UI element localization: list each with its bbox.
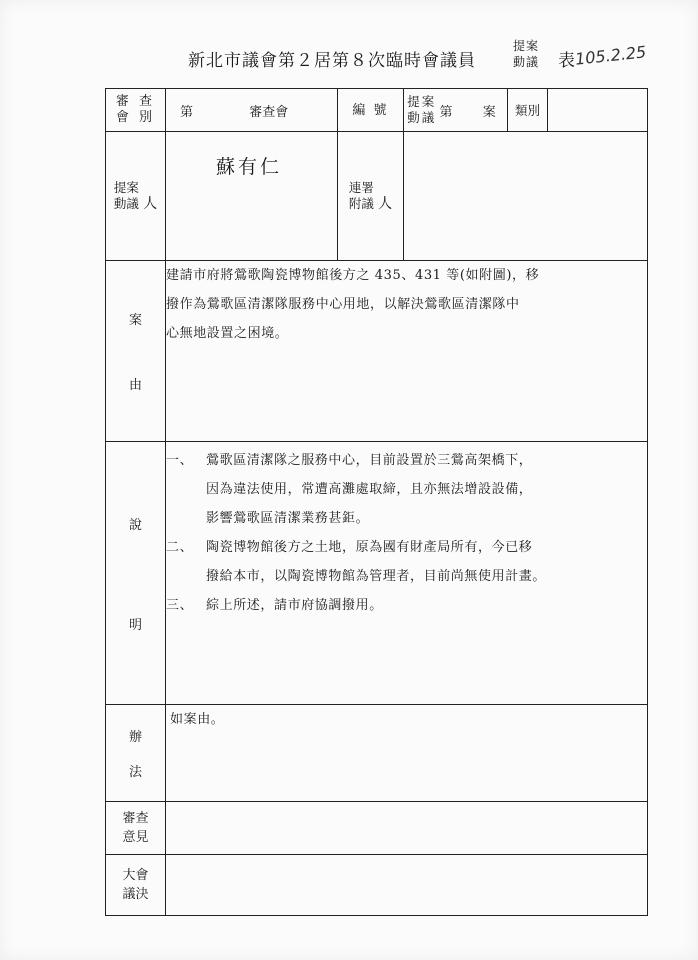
proposal-form-table — [105, 88, 648, 916]
committee-suffix: 審查會 — [249, 104, 289, 120]
description-line: 鶯歌區清潔隊之服務中心，目前設置於三鶯高架橋下， — [206, 453, 533, 468]
description-item — [166, 591, 647, 620]
title-suffix: 表 — [558, 51, 576, 71]
decision-label-top: 大會 — [122, 868, 149, 883]
review-label-cell — [106, 802, 166, 855]
row-description — [106, 442, 648, 705]
method-text-cell[interactable] — [166, 705, 648, 802]
review-label-top: 審查 — [122, 811, 149, 826]
description-item-num: 二、 — [166, 540, 194, 555]
description-line: 陶瓷博物館後方之土地，原為國有財產局所有，今已移 — [206, 540, 533, 555]
reason-label-bottom: 由 — [128, 378, 142, 393]
proposer-suffix: 人 — [143, 195, 158, 212]
category-label: 類別 — [514, 102, 540, 118]
proposer-name: 蘇有仁 — [216, 156, 283, 178]
proposal-stack-bottom: 動議 — [407, 109, 437, 125]
row-method — [106, 705, 648, 802]
case-suffix: 案 — [482, 104, 496, 120]
number-label-cell — [338, 89, 404, 132]
case-prefix: 第 — [439, 104, 453, 120]
title-stack-bottom: 動議 — [513, 55, 540, 69]
proposal-stack-top: 提案 — [407, 93, 437, 109]
title-mid: 臨時會議員 — [386, 51, 476, 71]
description-label-bottom: 明 — [128, 617, 142, 633]
proposer-stack-top: 提案 — [113, 179, 139, 195]
reason-line: 建請市府將鶯歌陶瓷博物館後方之 435、431 等(如附圖)，移 — [166, 268, 540, 283]
cosigner-suffix: 人 — [378, 195, 393, 212]
description-item — [166, 533, 647, 591]
proposer-stack-bottom: 動議 — [113, 195, 139, 211]
row-review — [106, 802, 648, 855]
proposal-type-cell — [404, 89, 440, 132]
decision-text-cell[interactable] — [166, 855, 648, 916]
description-line: 影響鶯歌區清潔業務甚鉅。 — [206, 511, 370, 526]
decision-label-cell — [106, 855, 166, 916]
review-label-bottom: 意見 — [122, 830, 149, 845]
title-stack-top: 提案 — [513, 39, 540, 53]
review-text-cell[interactable] — [166, 802, 648, 855]
description-item — [166, 446, 647, 533]
reason-label-cell — [106, 261, 166, 442]
case-number-cell[interactable] — [440, 89, 508, 132]
method-label-cell — [106, 705, 166, 802]
row-reason — [106, 261, 648, 442]
description-list — [166, 446, 647, 620]
cosigner-stack-top: 連署 — [348, 179, 374, 195]
reason-label-top: 案 — [128, 313, 142, 328]
row-header — [106, 89, 648, 132]
committee-label-top: 審 查 — [115, 94, 156, 109]
cosigner-value-cell[interactable] — [404, 132, 648, 261]
cosigner-label-cell — [338, 132, 404, 261]
category-value-cell[interactable] — [548, 89, 648, 132]
proposer-label-cell — [106, 132, 166, 261]
handwritten-date: 105.2.25 — [574, 42, 648, 69]
description-line: 撥給本市，以陶瓷博物館為管理者，目前尚無使用計畫。 — [206, 569, 547, 584]
category-label-cell — [508, 89, 548, 132]
row-proposer — [106, 132, 648, 261]
description-line: 綜上所述，請市府協調撥用。 — [206, 598, 383, 613]
description-text-cell[interactable] — [166, 442, 648, 705]
description-item-num: 三、 — [166, 598, 194, 613]
number-label: 編 號 — [352, 102, 389, 118]
reason-line: 撥作為鶯歌區清潔隊服務中心用地，以解決鶯歌區清潔隊中 — [166, 297, 520, 312]
decision-label-bottom: 議決 — [122, 887, 149, 902]
method-label-top: 辦 — [128, 730, 142, 745]
committee-label-bottom: 會 別 — [115, 110, 156, 125]
proposer-name-cell[interactable] — [166, 132, 338, 261]
description-line: 因為違法使用，常遭高灘處取締，且亦無法增設設備， — [206, 482, 533, 497]
description-label-cell — [106, 442, 166, 705]
title-main: 新北市議會第２居第８次 — [188, 51, 386, 71]
form-title — [188, 39, 576, 71]
committee-label-cell — [106, 89, 166, 132]
committee-value-cell[interactable] — [166, 89, 338, 132]
description-item-num: 一、 — [166, 453, 194, 468]
reason-text-cell[interactable] — [166, 261, 648, 442]
ordinal-prefix: 第 — [180, 104, 194, 120]
reason-line: 心無地設置之困境。 — [166, 326, 289, 341]
method-text: 如案由。 — [170, 712, 225, 727]
row-decision — [106, 855, 648, 916]
description-label-top: 說 — [128, 517, 142, 533]
cosigner-stack-bottom: 附議 — [348, 195, 374, 211]
title-stack — [513, 38, 539, 70]
method-label-bottom: 法 — [128, 765, 142, 780]
